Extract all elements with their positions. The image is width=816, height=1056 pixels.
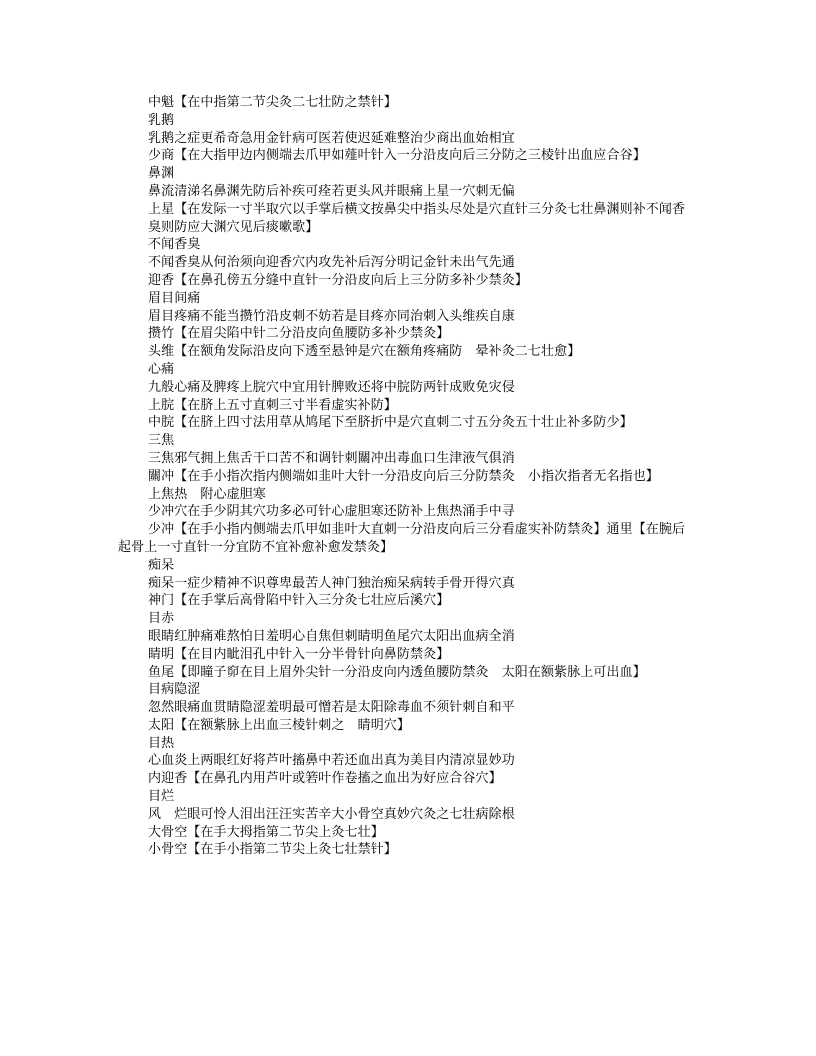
text-line: 眉目疼痛不能当攒竹沿皮刺不妨若是目疼亦同治刺入头维疾自康 <box>148 308 515 324</box>
text-line: 上脘【在脐上五寸直刺三寸半看虚实补防】 <box>148 397 397 413</box>
text-line: 头维【在额角发际沿皮向下透至悬钟是穴在额角疼痛防 晕补灸二七壮愈】 <box>148 344 581 360</box>
text-line: 中魁【在中指第二节尖灸二七壮防之禁针】 <box>148 95 397 110</box>
text-line: 眼睛红肿痛难熬怕日羞明心自焦但刺睛明鱼尾穴太阳出血病全消 <box>148 628 515 644</box>
acupuncture-text <box>118 94 698 859</box>
text-line: 小骨空【在手小指第二节尖上灸七壮禁针】 <box>148 842 397 858</box>
section-heading: 心痛 <box>148 361 175 377</box>
text-line: 攒竹【在眉尖陷中针二分沿皮向鱼腰防多补少禁灸】 <box>148 326 450 342</box>
section-heading: 目病隐涩 <box>148 682 201 698</box>
section-heading: 眉目间痛 <box>148 290 201 306</box>
text-line: 乳鹅之症更希奇急用金针病可医若使迟延难整治少商出血始相宜 <box>148 130 515 146</box>
text-line: 中脘【在脐上四寸法用草从鸠尾下至脐折中是穴直刺二寸五分灸五十壮止补多防少】 <box>148 415 633 431</box>
text-line: 大骨空【在手大拇指第二节尖上灸七壮】 <box>148 824 384 840</box>
text-line: 忽然眼痛血贯睛隐涩羞明最可憎若是太阳除毒血不须针刺自和平 <box>148 700 515 716</box>
text-line: 少商【在大指甲边内侧端去爪甲如薤叶针入一分沿皮向后三分防之三棱针出血应合谷】 <box>148 148 646 164</box>
section-heading: 目热 <box>148 735 175 751</box>
text-line: 睛明【在目内眦泪孔中针入一分半骨针向鼻防禁灸】 <box>148 646 450 662</box>
text-line: 风 烂眼可怜人泪出汪汪实苦辛大小骨空真妙穴灸之七壮病除根 <box>148 806 515 822</box>
text-line: 關冲【在手小指次指内侧端如韭叶大针一分沿皮向后三分防禁灸 小指次指者无名指也】 <box>148 468 659 484</box>
text-line: 三焦邪气拥上焦舌干口苦不和调针刺關冲出毒血口生津液气俱消 <box>148 450 515 466</box>
text-line: 鱼尾【即瞳子窌在目上眉外尖针一分沿皮向内透鱼腰防禁灸 太阳在额紫脉上可出血】 <box>148 664 646 680</box>
text-line: 心血炎上两眼红好将芦叶搐鼻中若还血出真为美目内清凉显妙功 <box>148 753 515 769</box>
text-line: 少冲穴在手少阴其穴功多必可针心虚胆寒还防补上焦热涌手中寻 <box>148 504 515 520</box>
text-line: 内迎香【在鼻孔内用芦叶或箬叶作卷搐之血出为好应合谷穴】 <box>148 771 502 787</box>
section-heading: 目赤 <box>148 611 175 627</box>
section-heading: 三焦 <box>148 433 175 449</box>
text-line: 上星【在发际一寸半取穴以手掌后横文按鼻尖中指头尽处是穴直针三分灸七壮鼻渊则补不闻香臭则防应大渊穴见后痰嗽歌】 <box>148 201 686 235</box>
text-line: 太阳【在额紫脉上出血三棱针刺之 睛明穴】 <box>148 717 411 733</box>
section-heading: 不闻香臭 <box>148 237 201 253</box>
section-heading: 鼻渊 <box>148 166 175 182</box>
section-heading: 目烂 <box>148 789 175 805</box>
section-heading: 痴呆 <box>148 557 175 573</box>
section-heading: 乳鹅 <box>148 112 175 128</box>
section-heading: 上焦热 附心虚胆寒 <box>148 486 266 502</box>
text-line: 迎香【在鼻孔傍五分缝中直针一分沿皮向后上三分防多补少禁灸】 <box>148 272 528 288</box>
text-line: 少冲【在手小指内侧端去爪甲如韭叶大直刺一分沿皮向后三分看虚实补防禁灸】通里【在腕后起骨上一寸直针一分宜防不宜补愈补愈发禁灸】 <box>118 522 686 555</box>
text-line: 鼻流清涕名鼻渊先防后补疾可痊若更头风并眼痛上星一穴刺无偏 <box>148 183 515 199</box>
text-line: 痴呆一症少精神不识尊卑最苦人神门独治痴呆病转手骨开得穴真 <box>148 575 515 591</box>
text-line: 神门【在手掌后高骨陷中针入三分灸七壮应后溪穴】 <box>148 593 450 609</box>
text-line: 九般心痛及脾疼上脘穴中宜用针脾败还将中脘防两针成败免灾侵 <box>148 379 515 395</box>
text-line: 不闻香臭从何治须向迎香穴内攻先补后泻分明记金针未出气先通 <box>148 255 515 271</box>
